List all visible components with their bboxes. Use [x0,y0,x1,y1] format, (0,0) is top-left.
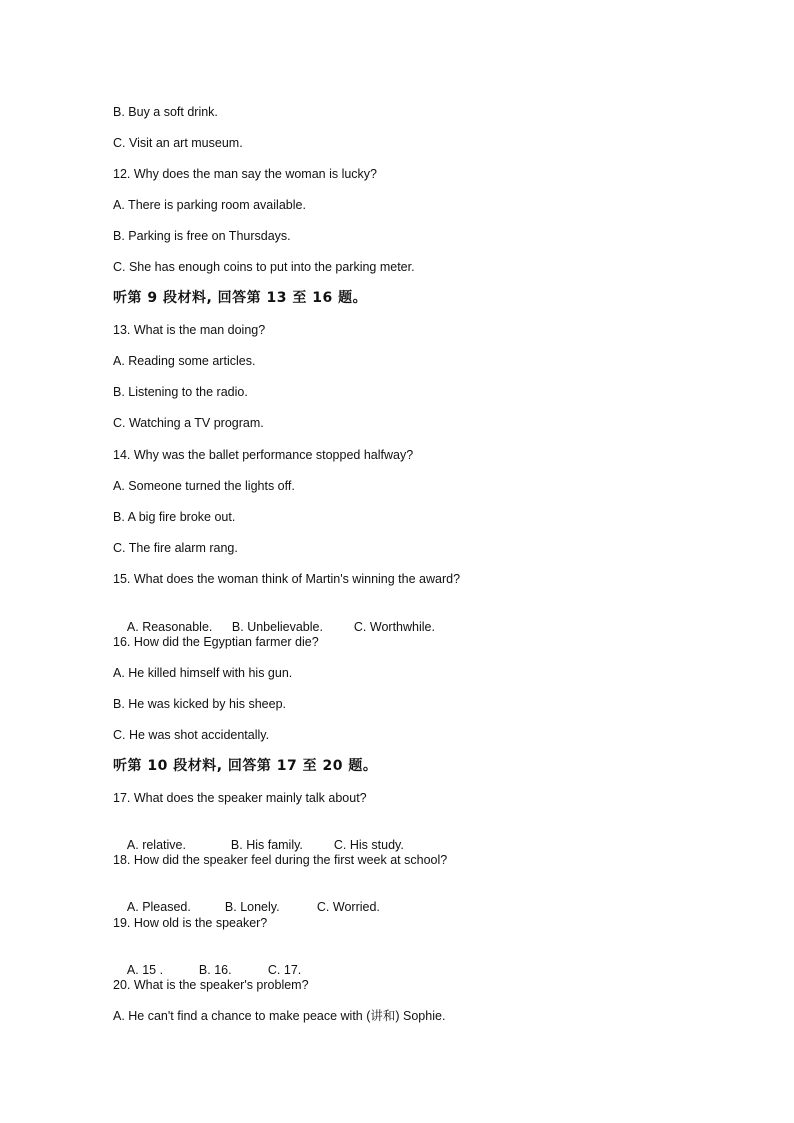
option-17a: A. relative. [126,838,186,852]
question-13: 13. What is the man doing? [113,323,266,337]
question-17: 17. What does the speaker mainly talk about? [113,791,367,805]
question-18: 18. How did the speaker feel during the first week at school? [113,853,448,867]
option-16a: A. He killed himself with his gun. [113,666,293,680]
option-12c: C. She has enough coins to put into the parking meter. [113,260,415,274]
option-11b: B. Buy a soft drink. [113,105,218,119]
question-14: 14. Why was the ballet performance stopped halfway? [113,448,414,462]
option-14b: B. A big fire broke out. [113,510,236,524]
option-16c: C. He was shot accidentally. [113,728,270,742]
option-11c: C. Visit an art museum. [113,136,243,150]
option-20a: A. He can't find a chance to make peace with (讲和) Sophie. [113,1009,446,1023]
option-18a: A. Pleased. [126,900,191,914]
section-heading-10: 听第 10 段材料, 回答第 17 至 20 题。 [113,758,378,774]
option-12a: A. There is parking room available. [113,198,306,212]
option-14a: A. Someone turned the lights off. [113,479,295,493]
option-13b: B. Listening to the radio. [113,385,248,399]
option-19a: A. 15 . [126,963,164,977]
option-15a: A. Reasonable. [126,620,213,634]
question-12: 12. Why does the man say the woman is lucky? [113,167,378,181]
option-15c: C. Worthwhile. [353,620,435,634]
option-17c: C. His study. [333,838,404,852]
option-13a: A. Reading some articles. [113,354,256,368]
option-15b: B. Unbelievable. [231,620,323,634]
question-19: 19. How old is the speaker? [113,916,268,930]
section-heading-9: 听第 9 段材料, 回答第 13 至 16 题。 [113,290,368,306]
option-18c: C. Worried. [316,900,380,914]
option-13c: C. Watching a TV program. [113,416,264,430]
option-18b: B. Lonely. [224,900,280,914]
option-16b: B. He was kicked by his sheep. [113,697,286,711]
option-19c: C. 17. [267,963,302,977]
question-20: 20. What is the speaker's problem? [113,978,309,992]
option-17b: B. His family. [230,838,303,852]
question-15: 15. What does the woman think of Martin's winning the award? [113,572,461,586]
option-19b: B. 16. [198,963,232,977]
option-12b: B. Parking is free on Thursdays. [113,229,291,243]
option-14c: C. The fire alarm rang. [113,541,238,555]
question-16: 16. How did the Egyptian farmer die? [113,635,319,649]
